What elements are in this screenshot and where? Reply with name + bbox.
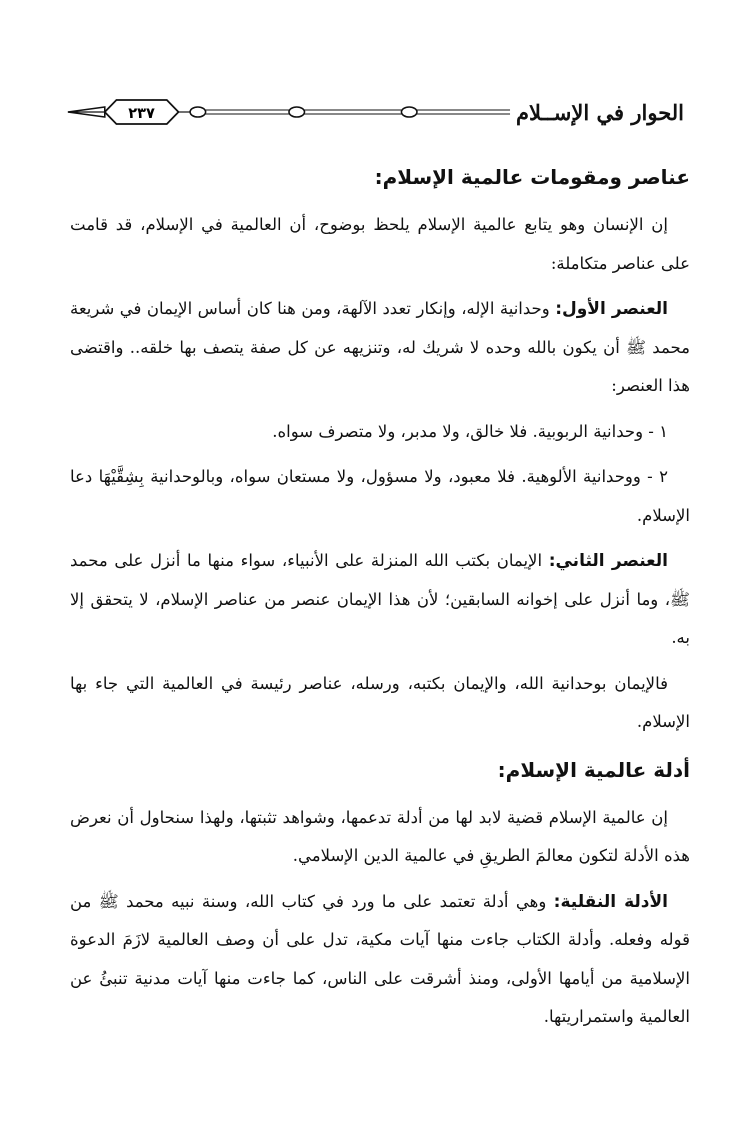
paragraph-element-two: [70, 542, 690, 658]
element-one-label: العنصر الأول:: [555, 299, 669, 319]
running-header: [66, 92, 684, 132]
textual-evidence-label: الأدلة النقلية:: [553, 891, 668, 912]
page-body: [70, 156, 690, 1044]
section-heading-evidence: أدلة عالمية الإسلام:: [497, 757, 690, 782]
paragraph-conclusion: فالإيمان بوحدانية الله، والإيمان بكتبه، ورسله، عناصر رئيسة في العالمية التي جاء بها الإسلام.: [70, 673, 690, 731]
textual-evidence-text: وهي أدلة تعتمد على ما ورد في كتاب الله، وسنة نبيه محمد ﷺ من قوله وفعله. وأدلة الكتاب جاءت منها آيات مكية، تدل على أن وصف العالمية لازَمَ الدعوة الإسلامية من أيامها الأولى، ومنذ أشرقت على الناس، كما جاءت منها آيات مدنية تنبئُ عن العالمية واستمراريتها.: [70, 891, 690, 1026]
paragraph-evidence-intro: إن عالمية الإسلام قضية لابد لها من أدلة تدعمها، وشواهد تثبتها، ولهذا سنحاول أن نعرض هذه الأدلة لتكون معالمَ الطريقِ في عالمية الدين الإسلامي.: [70, 807, 690, 865]
section-heading-elements: عناصر ومقومات عالمية الإسلام:: [374, 165, 690, 189]
paragraph-textual-evidence: [70, 883, 690, 1037]
element-two-label: العنصر الثاني:: [548, 551, 668, 571]
header-ornament-line: [66, 92, 512, 132]
element-one-text: وحدانية الإله، وإنكار تعدد الآلهة، ومن هنا كان أساس الإيمان في شريعة محمد ﷺ أن يكون بالله وحده لا شريك له، وتنزيهه عن كل صفة يتصف بها خلقه.. واقتضى هذا العنصر:: [70, 299, 690, 395]
element-two-text: الإيمان بكتب الله المنزلة على الأنبياء، سواء منها ما أنزل على محمد ﷺ، وما أنزل على إخوانه السابقين؛ لأن هذا الإيمان عنصر من عناصر الإسلام، لا يتحقق إلا به.: [70, 551, 690, 647]
list-item: ١ - وحدانية الربوبية. فلا خالق، ولا مدبر، ولا متصرف سواه.: [272, 421, 668, 441]
page-number: ٢٣٧: [128, 104, 155, 123]
list-item: ٢ - ووحدانية الألوهية. فلا معبود، ولا مسؤول، ولا مستعان سواه، وبالوحدانية بِشِقَّيْهَا دعا الإسلام.: [70, 467, 690, 525]
running-header-title: الحوار في الإســلام: [515, 99, 684, 125]
paragraph-element-one: [70, 290, 690, 406]
paragraph-intro: إن الإنسان وهو يتابع عالمية الإسلام يلحظ بوضوح، أن العالمية في الإسلام، قد قامت على عناصر متكاملة:: [70, 215, 690, 273]
